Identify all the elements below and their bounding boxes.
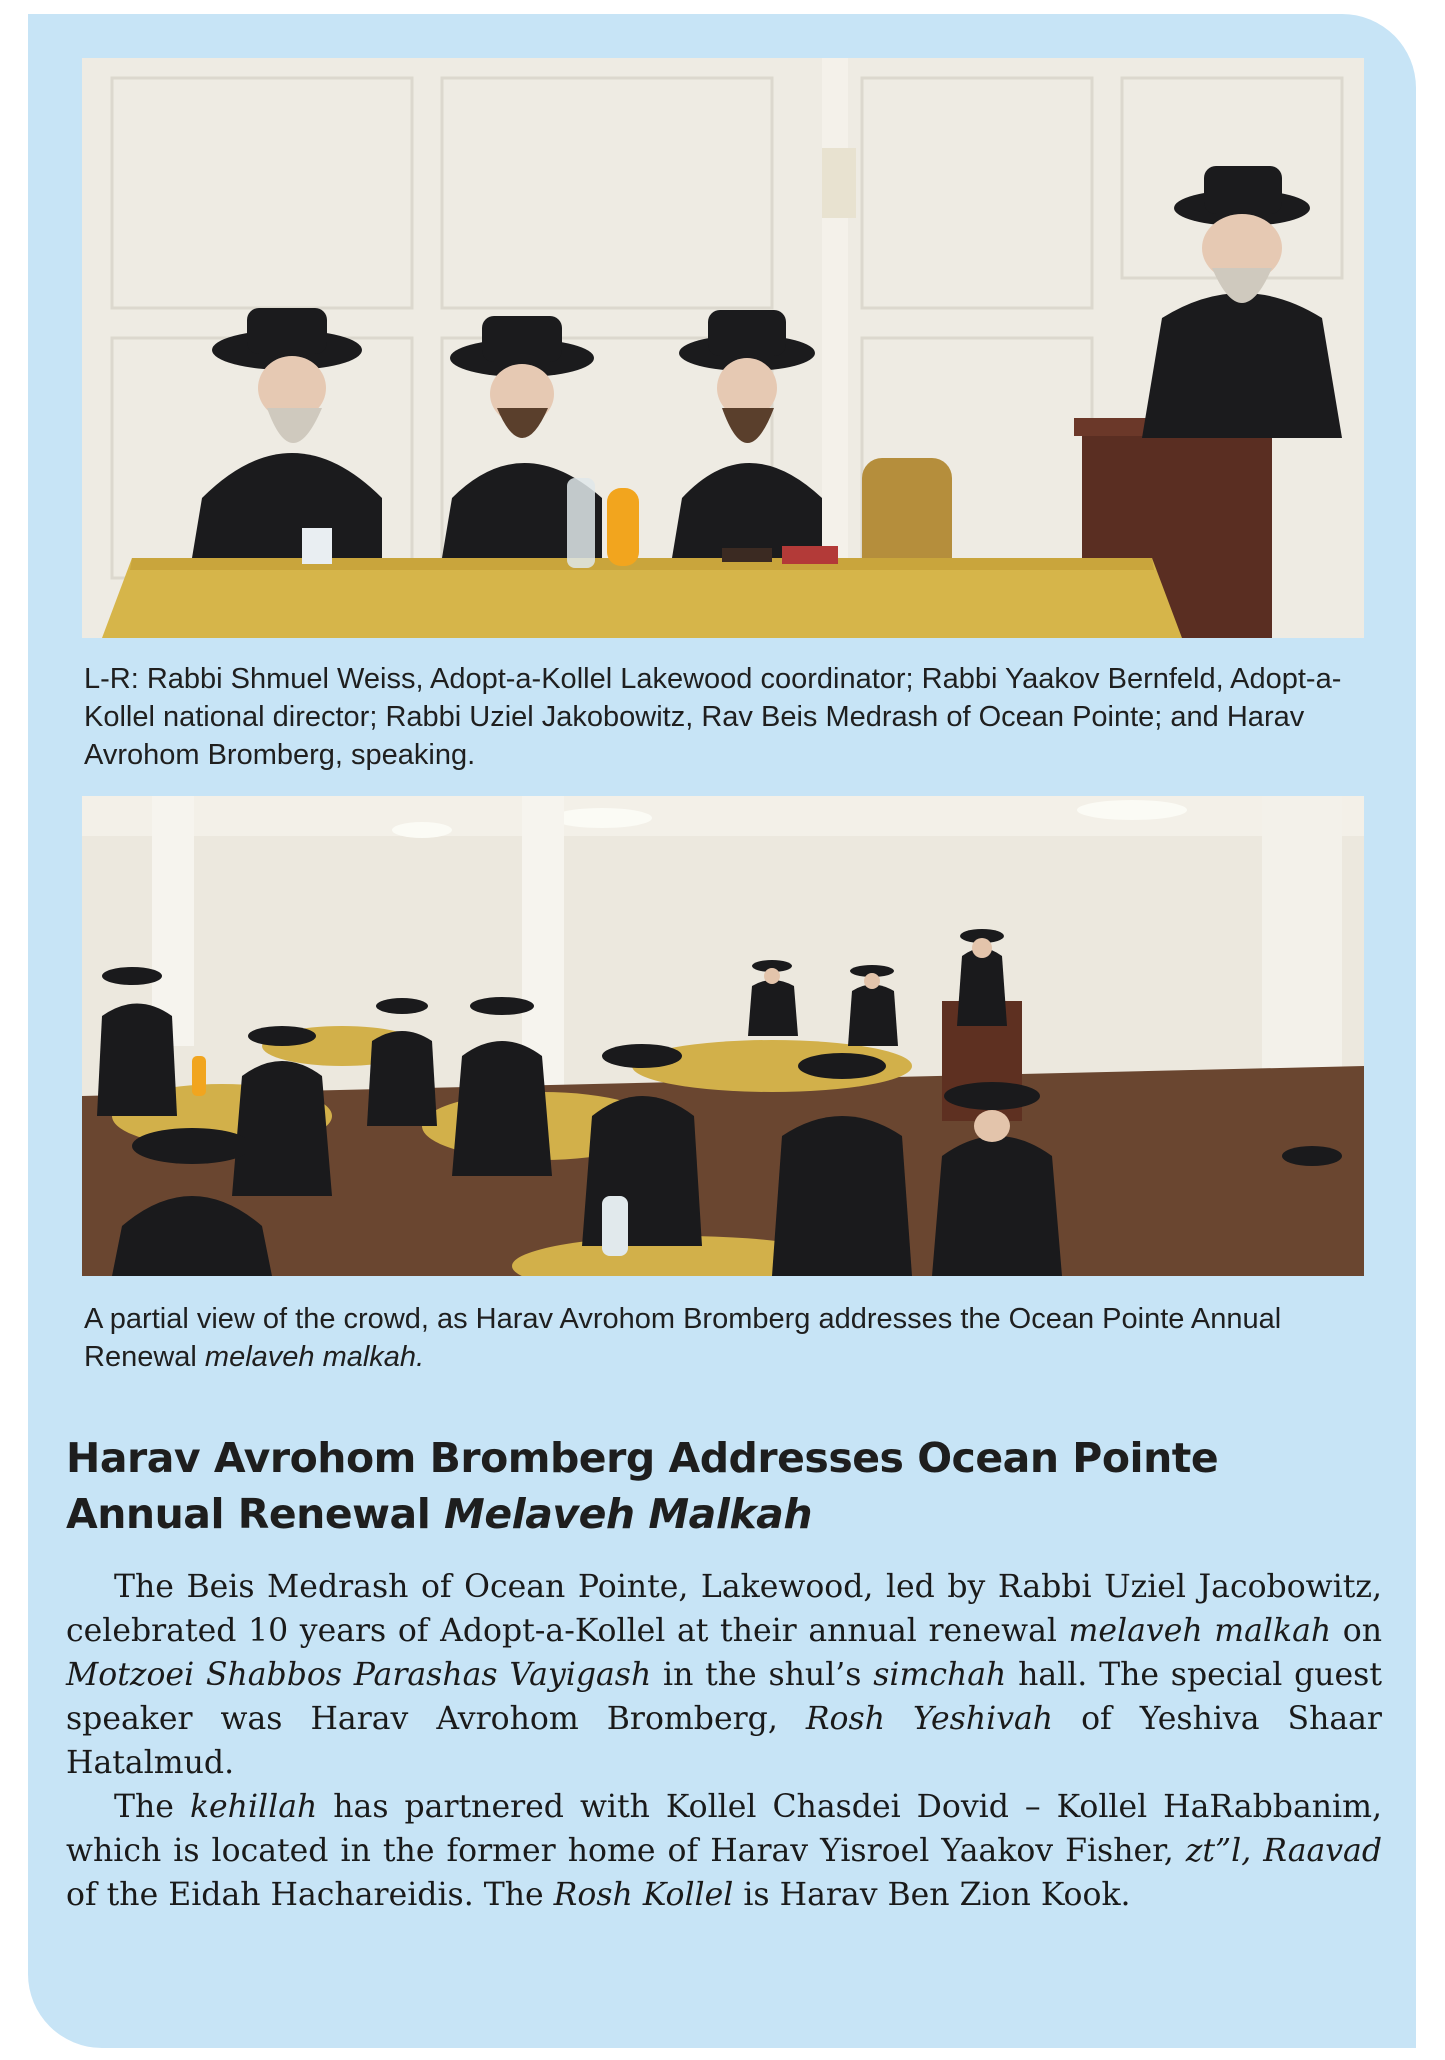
photo-head-table-image xyxy=(82,58,1364,638)
photo-crowd-caption-text: A partial view of the crowd, as Harav Avrohom Bromberg addresses the Ocean Pointe Annual Renewal xyxy=(84,1303,1282,1373)
p1-text-1: The Beis Medrash of Ocean Pointe, Lakewood, led by Rabbi Uziel Jacobowitz, celebrated 10 years of Adopt-a-Kollel at their annual renewal xyxy=(66,1569,1382,1649)
article-headline-italic: Melaveh Malkah xyxy=(444,1490,813,1538)
article-headline-text: Harav Avrohom Bromberg Addresses Ocean Pointe Annual Renewal xyxy=(66,1434,1219,1538)
p2-text-1: The xyxy=(114,1789,190,1825)
article-paragraph-2 xyxy=(66,1785,1382,1917)
photo-head-table xyxy=(82,58,1364,638)
p2-text-4: is Harav Ben Zion Kook. xyxy=(733,1877,1131,1913)
p2-italic-2: zt”l, Raavad xyxy=(1185,1833,1383,1869)
p1-text-5: of Yeshiva Shaar Hatalmud. xyxy=(66,1701,1382,1781)
article-body xyxy=(66,1565,1382,1917)
p1-text-3: in the shul’s xyxy=(651,1657,874,1693)
p1-text-2: on xyxy=(1331,1613,1383,1649)
article-headline xyxy=(66,1430,1366,1542)
article-paragraph-1 xyxy=(66,1565,1382,1785)
photo-crowd-caption-italic: melaveh malkah. xyxy=(204,1341,425,1373)
p1-italic-2: Motzoei Shabbos Parashas Vayigash xyxy=(66,1657,652,1693)
p2-text-3: of the Eidah Hachareidis. The xyxy=(66,1877,554,1913)
photo-head-table-caption: L-R: Rabbi Shmuel Weiss, Adopt-a-Kollel Lakewood coordinator; Rabbi Yaakov Bernfeld, Adopt-a-Kollel national director; Rabbi Uziel Jakobowitz, Rav Beis Medrash of Ocean Pointe; and Harav Avrohom Bromberg, speaking. xyxy=(84,663,1342,771)
photo-crowd xyxy=(82,796,1364,1276)
p2-italic-3: Rosh Kollel xyxy=(553,1877,734,1913)
p1-text-4: hall. The special guest speaker was Harav Avrohom Bromberg, xyxy=(66,1657,1382,1737)
photo-crowd-caption xyxy=(84,1300,1374,1376)
p1-italic-4: Rosh Yeshivah xyxy=(805,1701,1054,1737)
photo-crowd-image xyxy=(82,796,1364,1276)
p2-text-2: has partnered with Kollel Chasdei Dovid – Kollel HaRabbanim, which is located in the former home of Harav Yisroel Yaakov Fisher, xyxy=(66,1789,1382,1869)
p1-italic-3: simchah xyxy=(873,1657,1007,1693)
p2-italic-1: kehillah xyxy=(189,1789,318,1825)
p1-italic-1: melaveh malkah xyxy=(1068,1613,1332,1649)
